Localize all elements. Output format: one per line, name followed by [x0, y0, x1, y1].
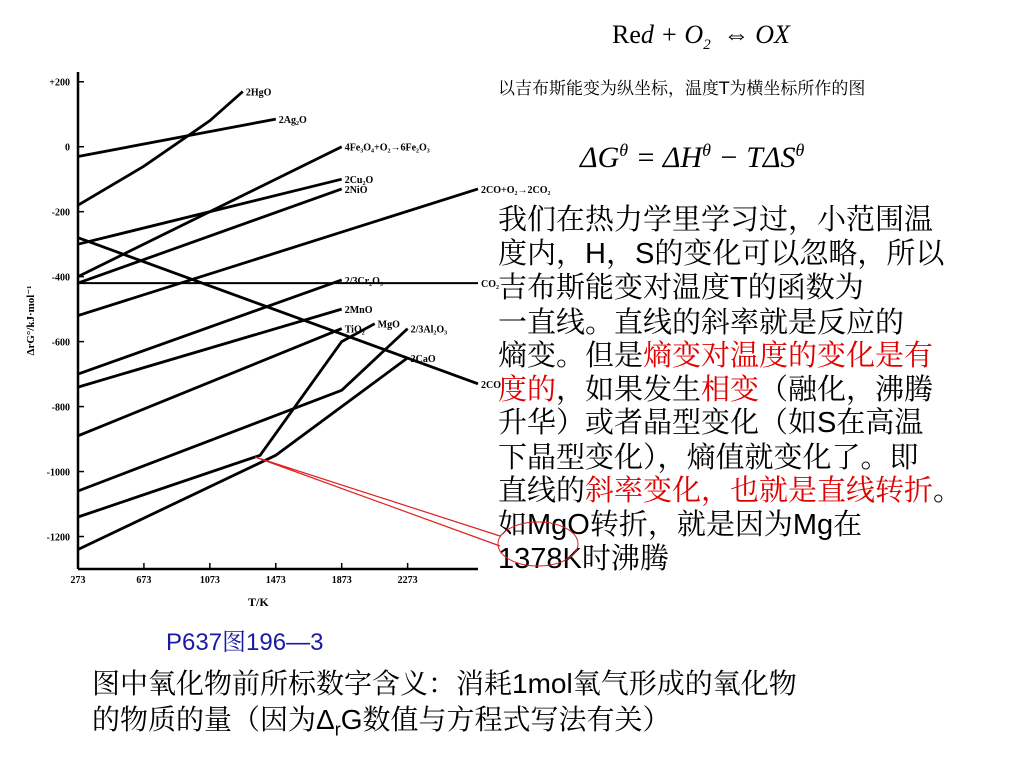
body-segment: 熵变。但是: [498, 338, 644, 372]
series-line: [78, 238, 478, 384]
gibbs-sup-1: θ: [619, 140, 629, 160]
body-segment: MgO: [527, 508, 590, 541]
x-tick-label: 1473: [265, 575, 286, 586]
bottom-line: [92, 702, 1012, 748]
series-line: [78, 329, 408, 491]
series-label: 2MnO: [344, 305, 373, 317]
series-line: [78, 358, 408, 550]
y-tick-label: -200: [51, 207, 70, 219]
body-line: [498, 237, 1023, 272]
body-segment: 一直线。直线的斜率就是反应的: [498, 304, 905, 339]
series-line: [78, 329, 342, 436]
y-tick-label: -1200: [46, 532, 70, 544]
y-tick-label: 0: [65, 142, 70, 154]
series-label: 2CO+O₂→2CO₂: [481, 184, 551, 196]
body-segment: 在: [833, 506, 863, 541]
note-text: [92, 666, 1012, 748]
y-tick-label: +200: [49, 77, 70, 89]
body-highlight: 熵变对温度的变化是有: [643, 338, 934, 372]
body-line: [498, 203, 1023, 237]
x-tick-label: 2273: [397, 575, 418, 586]
gibbs-formula: [580, 140, 804, 175]
bottom-segment: 数值与方程式写法有关）: [362, 703, 671, 736]
equilibrium-arrow-icon: ⇔: [723, 20, 750, 49]
series-line: [78, 179, 342, 244]
series-label: MgO: [377, 319, 400, 331]
body-segment: （融化，沸腾: [759, 371, 934, 406]
explanation-text: [498, 203, 1023, 577]
reaction-part-a: Re: [612, 20, 641, 49]
series-label: 2/3Cr₂O₃: [344, 275, 383, 287]
body-segment: 吉布斯能变对温度: [498, 270, 731, 304]
body-line: [498, 406, 1023, 441]
body-segment: S: [817, 407, 837, 439]
body-line: [498, 271, 1023, 306]
series-label: 2Cu₂O: [344, 175, 374, 187]
gibbs-lhs: ΔG: [580, 141, 620, 174]
body-highlight: 相变: [701, 371, 760, 406]
y-tick-label: -400: [51, 272, 70, 284]
body-segment: 时沸腾: [581, 541, 669, 575]
body-segment: 。: [933, 473, 963, 507]
body-segment: Mg: [792, 508, 834, 541]
body-segment: ，: [605, 235, 635, 270]
figure-caption: P637图196—3: [166, 629, 324, 656]
body-segment: 如: [498, 506, 528, 541]
gibbs-sup-3: θ: [795, 140, 805, 160]
body-segment: 1378K: [498, 543, 582, 575]
series-label: 2CaO: [410, 353, 436, 365]
series-line: [78, 280, 342, 374]
reaction-subscript: 2: [703, 37, 711, 54]
bottom-segment: 图中氧化物前所标数字含义：消耗: [92, 667, 513, 700]
body-highlight: 斜率变化，也就是直线转折: [585, 473, 934, 507]
reaction-formula: [612, 20, 790, 54]
body-line: [498, 306, 1023, 340]
series-line: [78, 119, 276, 156]
series-label: 4Fe₃O₄+O₂→6Fe₂O₃: [344, 142, 430, 154]
series-line: [78, 92, 243, 206]
series-label: 2/3Al₂O₃: [410, 324, 448, 336]
bottom-line: [92, 666, 1012, 702]
x-tick-label: 1073: [199, 575, 220, 586]
gibbs-mid: − TΔS: [710, 141, 796, 174]
body-segment: 的变化可以忽略，所以: [654, 235, 945, 270]
y-axis-label: ΔrG°/kJ·mol⁻¹: [25, 285, 37, 356]
series-line: [78, 189, 342, 283]
body-segment: 度内，: [498, 235, 586, 270]
body-line: [498, 474, 1023, 508]
series-label: 2Ag₂O: [278, 115, 307, 127]
body-segment: 下晶型变化），熵值就变化了。即: [498, 439, 919, 474]
body-segment: 在高温: [836, 405, 924, 439]
bottom-segment: 的物质的量（因为: [92, 703, 317, 736]
bottom-segment: Δ: [316, 704, 335, 735]
body-segment: 升华）或者晶型变化（如: [498, 405, 818, 439]
body-segment: ，如果发生: [556, 371, 702, 406]
body-segment: 转折，就是因为: [589, 506, 793, 541]
x-tick-label: 1873: [331, 575, 352, 586]
series-line: [78, 189, 478, 316]
series-line: [78, 324, 375, 517]
x-tick-label: 273: [70, 575, 86, 586]
y-tick-label: -800: [51, 402, 70, 414]
bottom-segment: 氧气形成的氧化物: [572, 667, 797, 700]
gibbs-eq: = ΔH: [628, 141, 703, 174]
y-tick-label: -600: [51, 337, 70, 349]
body-highlight: 度的: [498, 371, 557, 406]
body-segment: 我们在热力学里学习过，小范围温: [498, 202, 934, 236]
x-tick-label: 673: [136, 575, 152, 586]
body-line: [498, 542, 1023, 577]
series-label: 2CO: [481, 379, 501, 391]
reaction-part-b: d + O: [640, 20, 704, 49]
series-label: TiO₂: [344, 324, 365, 336]
body-line: [498, 373, 1023, 407]
bottom-segment: G: [340, 704, 363, 735]
body-line: [498, 508, 1023, 543]
x-axis-label: T/K: [248, 595, 269, 609]
body-line: [498, 441, 1023, 475]
body-segment: 直线的: [498, 473, 586, 507]
chart-description: 以吉布斯能变为纵坐标，温度T为横坐标所作的图: [498, 79, 866, 99]
bottom-segment: r: [334, 719, 341, 740]
series-label: CO₂: [481, 279, 499, 291]
bottom-segment: 1mol: [512, 668, 573, 699]
series-label: 2NiO: [344, 184, 368, 196]
y-tick-label: -1000: [46, 467, 70, 479]
body-line: [498, 339, 1023, 373]
reaction-part-c: OX: [755, 20, 790, 49]
gibbs-sup-2: θ: [702, 140, 711, 160]
body-segment: S: [634, 237, 655, 270]
body-segment: 的函数为: [747, 270, 864, 304]
body-segment: T: [730, 272, 748, 304]
body-segment: H: [585, 237, 606, 270]
series-label: 2HgO: [245, 87, 272, 99]
